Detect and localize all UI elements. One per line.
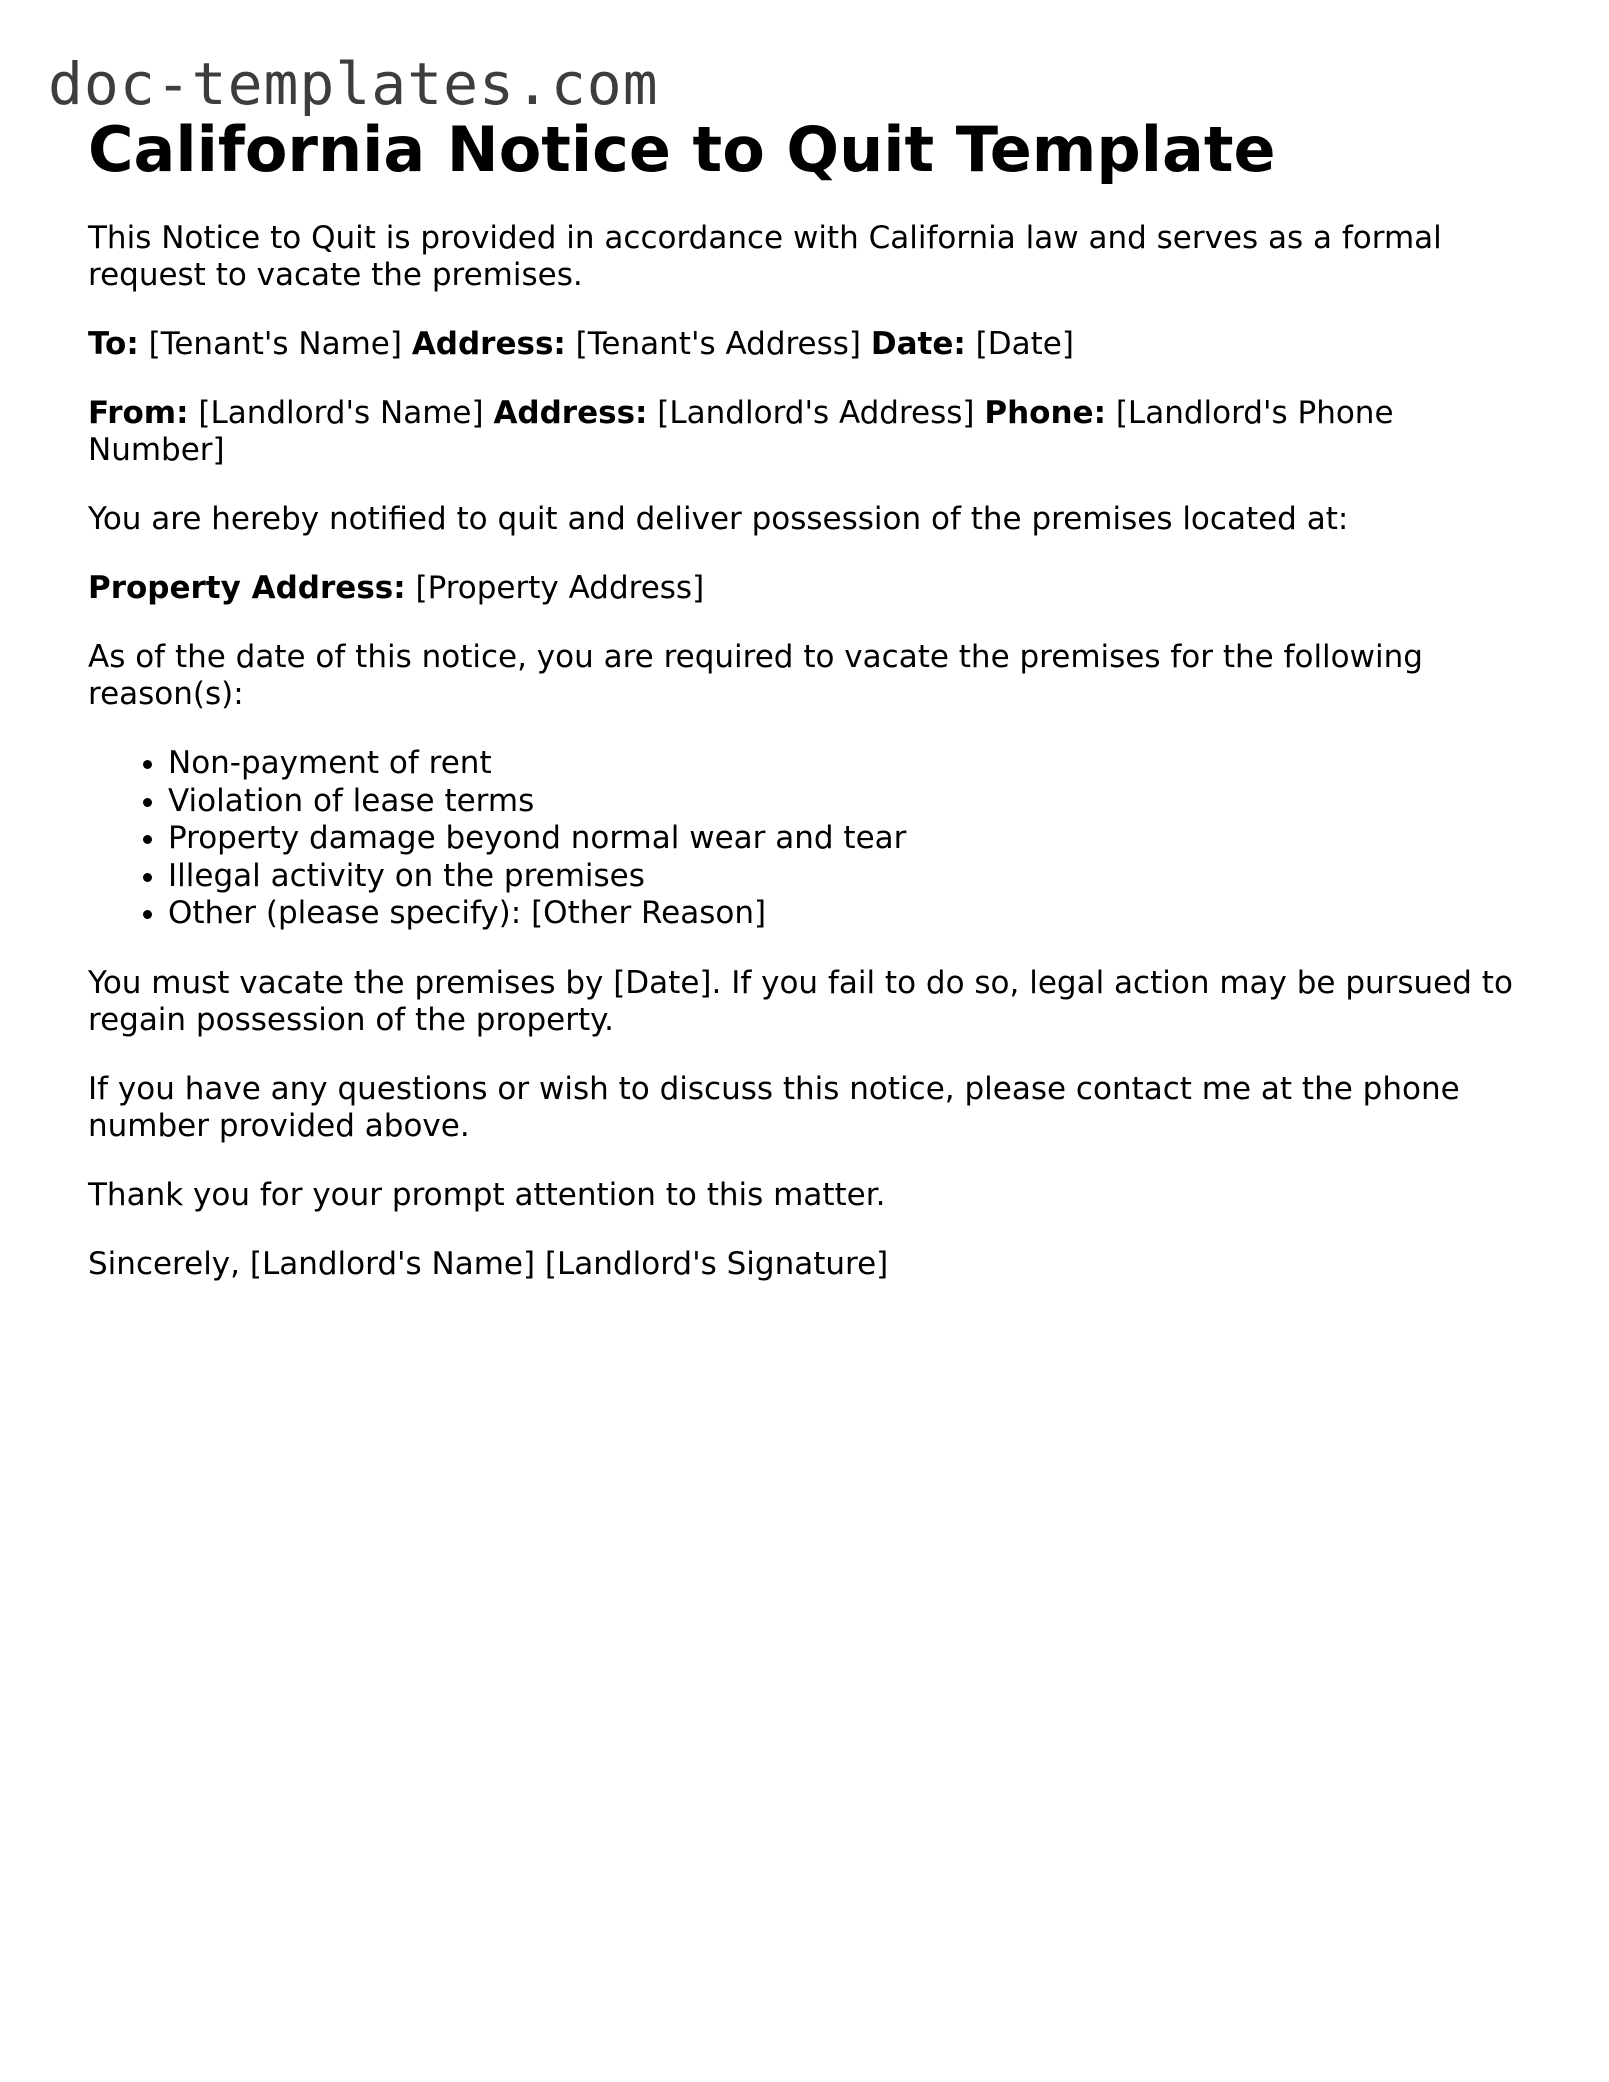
reasons-list: [88, 745, 1528, 933]
questions-paragraph: If you have any questions or wish to discuss this notice, please contact me at the phone number provided above.: [88, 1070, 1460, 1144]
list-item: • Other (please specify): [Other Reason]: [168, 895, 1528, 933]
property-address: [Property Address]: [415, 570, 705, 606]
list-item: • Non-payment of rent: [168, 745, 1528, 783]
list-item: • Property damage beyond normal wear and tear: [168, 820, 1528, 858]
list-item: • Illegal activity on the premises: [168, 858, 1528, 896]
closing-line: Sincerely, [Landlord's Name] [Landlord's Signature]: [88, 1245, 889, 1282]
phone-label: Phone:: [984, 395, 1106, 431]
list-item: • Violation of lease terms: [168, 783, 1528, 821]
page-title: California Notice to Quit Template: [88, 113, 1276, 186]
intro-paragraph: This Notice to Quit is provided in accordance with California law and serves as a formal request to vacate the premises.: [88, 220, 1442, 293]
landlord-address-label: Address:: [493, 395, 648, 431]
property-label: Property Address:: [88, 570, 406, 606]
landlord-name: [Landlord's Name]: [198, 395, 484, 431]
landlord-phone: [Landlord's Phone Number]: [88, 395, 1394, 468]
watermark: doc-templates.com: [48, 50, 659, 118]
property-line: [88, 570, 1528, 607]
to-line: [88, 326, 1528, 363]
tenant-name: [Tenant's Name]: [148, 326, 402, 362]
from-line: [88, 395, 1528, 469]
from-label: From:: [88, 395, 189, 431]
date-label: Date:: [870, 326, 966, 362]
document-body: [88, 112, 1528, 1283]
tenant-address-label: Address:: [411, 326, 566, 362]
notified-paragraph: You are hereby notified to quit and deliver possession of the premises located at:: [88, 501, 1349, 537]
to-label: To:: [88, 326, 139, 362]
notice-date: [Date]: [975, 326, 1074, 362]
landlord-address: [Landlord's Address]: [657, 395, 975, 431]
tenant-address: [Tenant's Address]: [575, 326, 862, 362]
vacate-paragraph: You must vacate the premises by [Date]. If you fail to do so, legal action may be pursued to regain possession of the property.: [88, 964, 1513, 1038]
reasons-intro: As of the date of this notice, you are required to vacate the premises for the following reason(s):: [88, 639, 1423, 712]
thanks-paragraph: Thank you for your prompt attention to this matter.: [88, 1176, 886, 1213]
